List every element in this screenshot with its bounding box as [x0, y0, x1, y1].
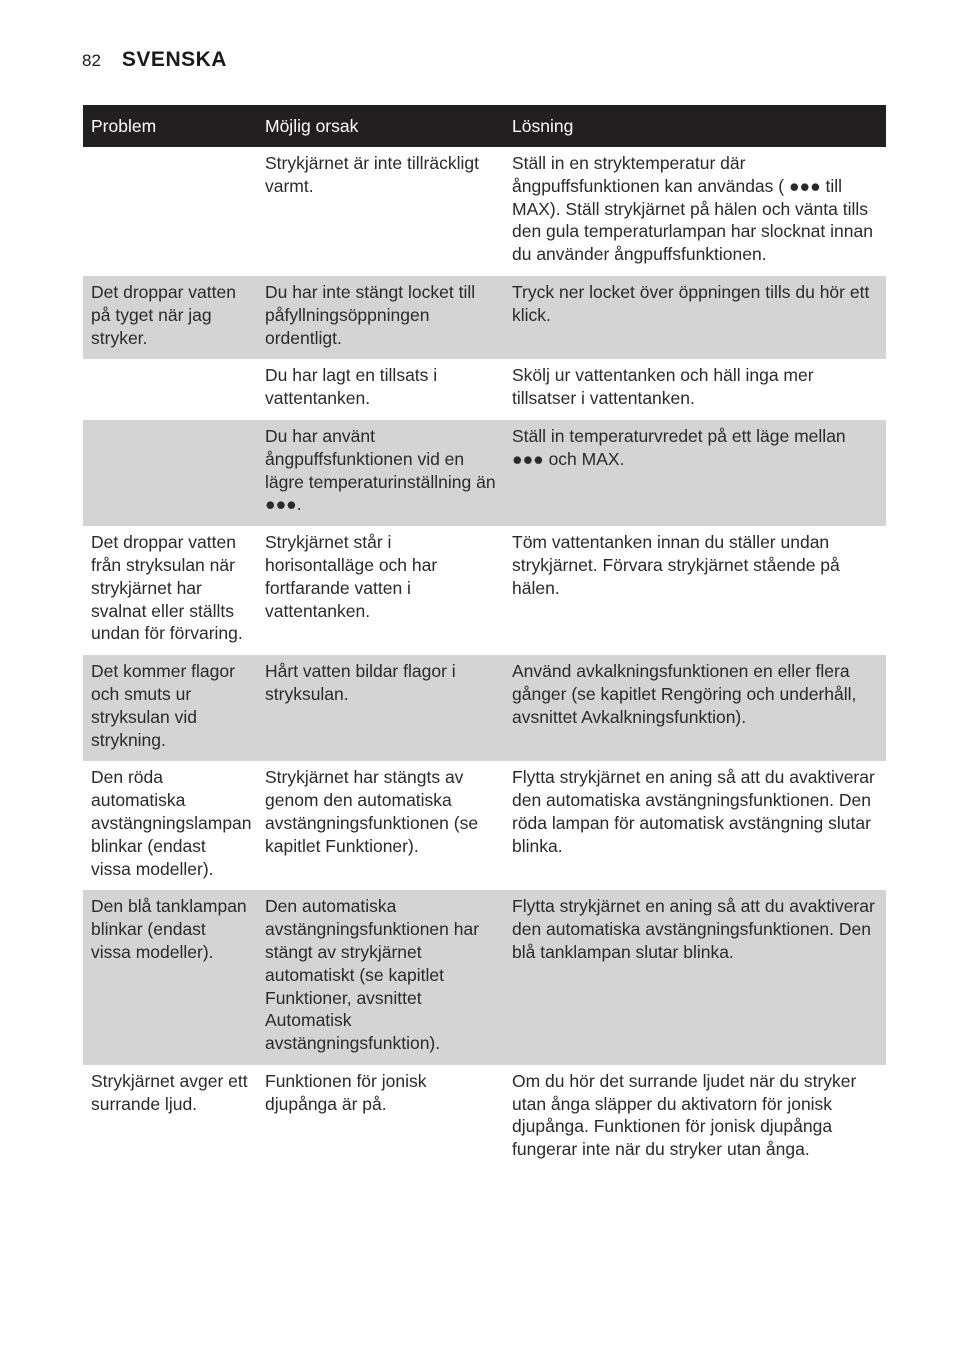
header-cause: Möjlig orsak — [257, 105, 504, 147]
cell-problem: Det kommer flagor och smuts ur stryksulan vid strykning. — [83, 655, 257, 761]
cell-solution: Ställ in en stryktemperatur där ångpuffsfunktionen kan användas ( ●●● till MAX). Ställ strykjärnet på hälen och vänta tills den gula temperaturlampan har slocknat innan du använder ångpuffsfunktionen. — [512, 153, 873, 265]
cell-cause: Strykjärnet står i horisontalläge och har fortfarande vatten i vattentanken. — [265, 532, 438, 621]
cell-cause: Du har använt ångpuffsfunktionen vid en lägre temperaturinställning än ●●●. — [257, 420, 504, 526]
cell-problem — [83, 420, 257, 526]
cell-problem: Det droppar vatten på tyget när jag stryker. — [83, 276, 257, 359]
table-row — [83, 276, 886, 359]
cell-problem — [83, 147, 257, 276]
cell-problem — [83, 359, 257, 420]
header-problem: Problem — [83, 105, 257, 147]
page-header — [82, 48, 227, 72]
cell-problem: Strykjärnet avger ett surrande ljud. — [91, 1070, 248, 1114]
cell-cause: Strykjärnet är inte tillräckligt varmt. — [265, 153, 479, 196]
cell-solution: Flytta strykjärnet en aning så att du avaktiverar den automatiska avstängningsfunktionen. Den blå tanklampan slutar blinka. — [504, 890, 886, 1065]
table-row — [83, 890, 886, 1065]
cell-solution: Ställ in temperaturvredet på ett läge mellan ●●● och MAX. — [504, 420, 886, 526]
language-title: SVENSKA — [121, 48, 227, 71]
cell-cause: Du har inte stängt locket till påfyllningsöppningen ordentligt. — [257, 276, 504, 359]
cell-solution: Använd avkalkningsfunktionen en eller flera gånger (se kapitlet Rengöring och underhåll, avsnittet Avkalkningsfunktion). — [504, 655, 886, 761]
table-row — [83, 1065, 886, 1171]
cell-cause: Funktionen för jonisk djupånga är på. — [265, 1070, 427, 1114]
cell-cause: Du har lagt en tillsats i vattentanken. — [265, 365, 438, 409]
table-row — [83, 359, 886, 420]
header-solution: Lösning — [504, 105, 886, 147]
table-row — [83, 526, 886, 655]
table-row — [83, 147, 886, 276]
table-row — [83, 420, 886, 526]
cell-solution: Tryck ner locket över öppningen tills du hör ett klick. — [504, 276, 886, 359]
table-header-row — [83, 105, 886, 147]
cell-problem: Den blå tanklampan blinkar (endast vissa modeller). — [83, 890, 257, 1065]
cell-solution: Flytta strykjärnet en aning så att du avaktiverar den automatiska avstängningsfunktionen. Den röda lampan för automatisk avstängning slutar blinka. — [512, 767, 875, 856]
troubleshooting-table — [83, 105, 886, 1171]
cell-cause: Hårt vatten bildar flagor i stryksulan. — [257, 655, 504, 761]
table-row — [83, 655, 886, 761]
page-number: 82 — [82, 51, 101, 70]
cell-problem: Det droppar vatten från stryksulan när strykjärnet har svalnat eller ställts undan för förvaring. — [91, 532, 243, 644]
cell-solution: Om du hör det surrande ljudet när du stryker utan ånga släpper du aktivatorn för jonisk djupånga. Funktionen för jonisk djupånga fungerar inte när du stryker utan ånga. — [512, 1070, 857, 1160]
cell-cause: Den automatiska avstängningsfunktionen har stängt av strykjärnet automatiskt (se kapitlet Funktioner, avsnittet Automatisk avstängningsfunktion). — [257, 890, 504, 1065]
cell-problem: Den röda automatiska avstängningslampan blinkar (endast vissa modeller). — [91, 767, 252, 879]
cell-cause: Strykjärnet har stängts av genom den automatiska avstängningsfunktionen (se kapitlet Funktioner). — [265, 767, 479, 856]
cell-solution: Töm vattentanken innan du ställer undan strykjärnet. Förvara strykjärnet stående på hälen. — [512, 532, 840, 598]
table-row — [83, 761, 886, 890]
cell-solution: Skölj ur vattentanken och häll inga mer tillsatser i vattentanken. — [512, 365, 814, 409]
